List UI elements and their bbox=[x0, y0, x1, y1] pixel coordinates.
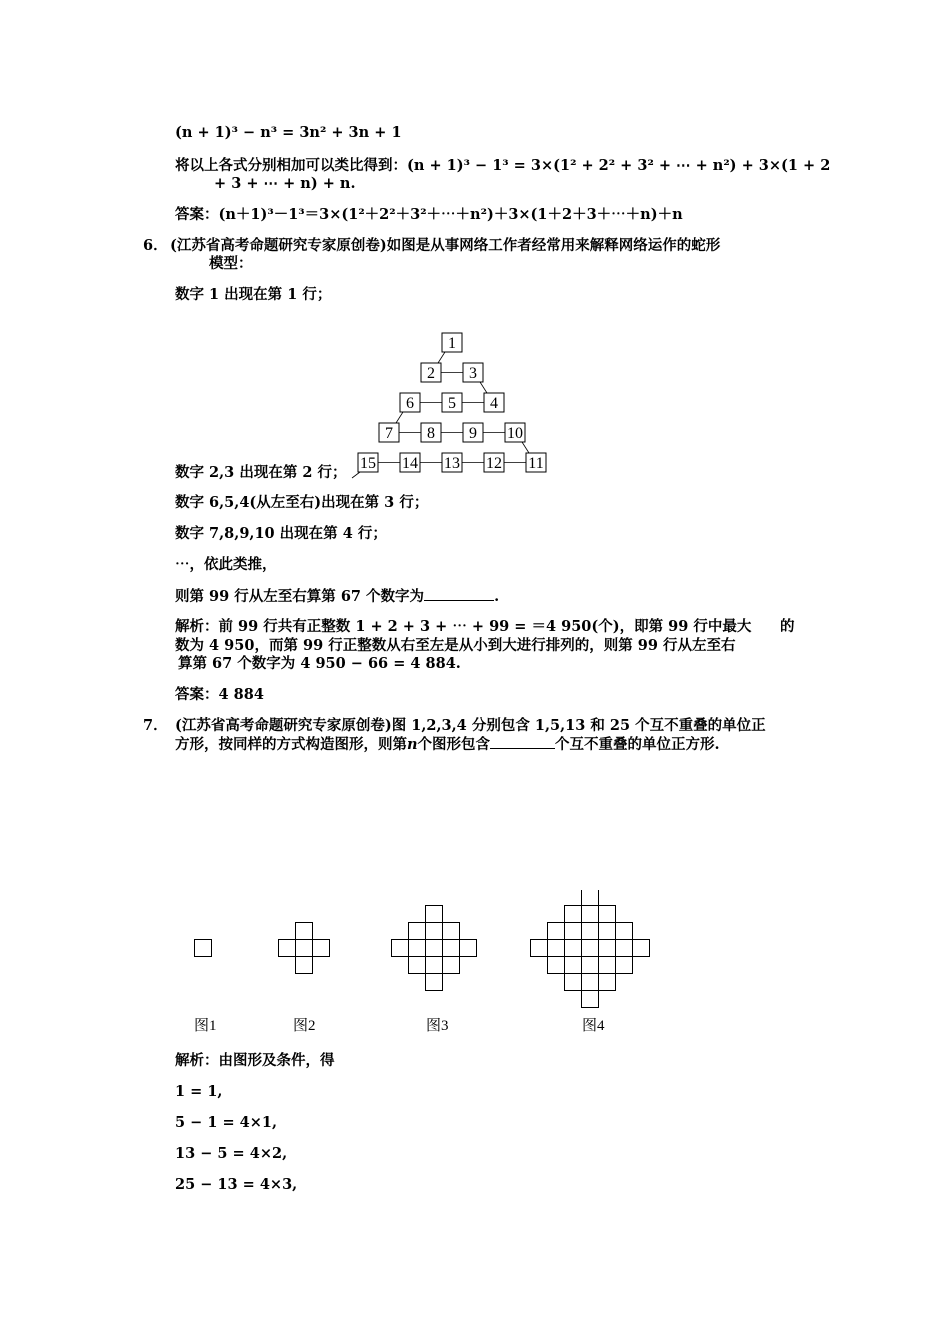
snake-turn-link bbox=[396, 412, 403, 423]
unit-square bbox=[616, 923, 633, 940]
unit-square bbox=[426, 957, 443, 974]
solution-6-line-3: 算第 67 个数字为 4 950 − 66 = 4 884. bbox=[178, 655, 461, 672]
unit-square bbox=[582, 940, 599, 957]
unit-square bbox=[548, 923, 565, 940]
unit-square bbox=[296, 957, 313, 974]
unit-square bbox=[599, 974, 616, 991]
unit-square bbox=[296, 940, 313, 957]
figure-4-caption: 图4 bbox=[582, 1018, 605, 1034]
unit-square bbox=[426, 906, 443, 923]
snake-number: 2 bbox=[427, 365, 435, 382]
snake-number: 14 bbox=[402, 455, 418, 472]
answer-blank-7 bbox=[490, 735, 555, 749]
unit-square bbox=[443, 940, 460, 957]
snake-number: 8 bbox=[427, 425, 435, 442]
question-6-ask bbox=[175, 587, 499, 606]
snake-number: 4 bbox=[490, 395, 498, 412]
unit-square bbox=[409, 940, 426, 957]
figure-1 bbox=[195, 940, 212, 957]
snake-number: 9 bbox=[469, 425, 477, 442]
unit-square bbox=[616, 940, 633, 957]
row-2-statement: 数字 2,3 出现在第 2 行； bbox=[175, 464, 347, 481]
unit-square bbox=[279, 940, 296, 957]
summation-formula: (n + 1)³ − 1³ = 3×(1² + 2² + 3² + ⋯ + n²) + 3×(1 + 2 bbox=[407, 157, 831, 174]
unit-square bbox=[582, 906, 599, 923]
question-7-text-c: 个互不重叠的单位正方形. bbox=[555, 736, 720, 753]
snake-turn-link bbox=[480, 382, 487, 393]
unit-square bbox=[565, 940, 582, 957]
summation-line-cont: + 3 + ⋯ + n) + n. bbox=[214, 175, 356, 192]
question-7-text-cont bbox=[175, 735, 720, 754]
snake-turn-link bbox=[522, 442, 529, 453]
question-7-text-a: 方形，按同样的方式构造图形，则第 bbox=[175, 736, 407, 753]
unit-square bbox=[409, 957, 426, 974]
unit-square bbox=[599, 906, 616, 923]
snake-turn-link bbox=[438, 352, 445, 363]
question-7-text: (江苏省高考命题研究专家原创卷)图 1,2,3,4 分别包含 1,5,13 和 25 个互不重叠的单位正 bbox=[175, 717, 766, 734]
equation-1: 1 = 1, bbox=[175, 1083, 223, 1100]
summation-intro: 将以上各式分别相加可以类比得到： bbox=[175, 157, 407, 174]
unit-square bbox=[565, 923, 582, 940]
answer-6: 答案：4 884 bbox=[175, 686, 264, 703]
snake-number: 1 bbox=[448, 335, 456, 352]
unit-square bbox=[582, 923, 599, 940]
figure-2 bbox=[279, 923, 330, 974]
solution-7-intro: 解析：由图形及条件，得 bbox=[175, 1052, 335, 1069]
figure-3 bbox=[392, 906, 477, 991]
unit-square bbox=[565, 957, 582, 974]
figure-4 bbox=[531, 890, 650, 1008]
unit-square bbox=[443, 923, 460, 940]
unit-square bbox=[565, 974, 582, 991]
unit-square bbox=[582, 890, 599, 906]
snake-number: 5 bbox=[448, 395, 456, 412]
solution-6-line-1: 解析：前 99 行共有正整数 1 + 2 + 3 + ⋯ + 99 = ＝4 950(个)，即第 99 行中最大 bbox=[175, 618, 752, 635]
unit-square bbox=[616, 957, 633, 974]
figure-2-caption: 图2 bbox=[293, 1018, 316, 1034]
unit-square bbox=[599, 957, 616, 974]
square-figures bbox=[180, 890, 670, 1010]
snake-number: 7 bbox=[385, 425, 393, 442]
question-6-text: (江苏省高考命题研究专家原创卷)如图是从事网络工作者经常用来解释网络运作的蛇形 bbox=[170, 237, 721, 254]
snake-number: 12 bbox=[486, 455, 502, 472]
equation-2: 5 − 1 = 4×1, bbox=[175, 1114, 278, 1131]
etc-statement: ⋯，依此类推， bbox=[175, 556, 277, 573]
snake-model-diagram bbox=[340, 325, 560, 485]
unit-square bbox=[426, 940, 443, 957]
unit-square bbox=[426, 974, 443, 991]
question-6-text-cont: 模型： bbox=[209, 255, 253, 272]
answer-blank bbox=[424, 587, 494, 601]
equation-3: 13 − 5 = 4×2, bbox=[175, 1145, 288, 1162]
unit-square bbox=[392, 940, 409, 957]
unit-square bbox=[582, 991, 599, 1008]
equation-4: 25 − 13 = 4×3, bbox=[175, 1176, 298, 1193]
answer-5: 答案：(n＋1)³－1³＝3×(1²＋2²＋3²＋⋯＋n²)＋3×(1＋2＋3＋⋯＋n)＋n bbox=[175, 206, 683, 223]
solution-6-line-1-end: 的 bbox=[780, 618, 795, 635]
snake-number: 10 bbox=[507, 425, 523, 442]
unit-square bbox=[565, 906, 582, 923]
question-6-ask-end: . bbox=[494, 588, 500, 605]
snake-number: 13 bbox=[444, 455, 460, 472]
unit-square bbox=[633, 940, 650, 957]
row-1-statement: 数字 1 出现在第 1 行； bbox=[175, 286, 332, 303]
snake-number: 6 bbox=[406, 395, 414, 412]
unit-square bbox=[443, 957, 460, 974]
row-3-statement: 数字 6,5,4(从左至右)出现在第 3 行； bbox=[175, 494, 429, 511]
figure-1-caption: 图1 bbox=[194, 1018, 217, 1034]
unit-square bbox=[460, 940, 477, 957]
unit-square bbox=[296, 923, 313, 940]
snake-tail bbox=[352, 472, 360, 478]
snake-number: 3 bbox=[469, 365, 477, 382]
summation-line bbox=[175, 157, 830, 175]
question-6-ask-text: 则第 99 行从左至右算第 67 个数字为 bbox=[175, 588, 425, 605]
question-7-number: 7． bbox=[143, 717, 168, 734]
unit-square bbox=[426, 923, 443, 940]
unit-square bbox=[599, 923, 616, 940]
snake-number: 15 bbox=[360, 455, 376, 472]
unit-square bbox=[195, 940, 212, 957]
unit-square bbox=[582, 957, 599, 974]
unit-square bbox=[313, 940, 330, 957]
question-7-text-b: 个图形包含 bbox=[417, 736, 491, 753]
unit-square bbox=[409, 923, 426, 940]
row-4-statement: 数字 7,8,9,10 出现在第 4 行； bbox=[175, 525, 387, 542]
unit-square bbox=[531, 940, 548, 957]
unit-square bbox=[599, 940, 616, 957]
unit-square bbox=[582, 974, 599, 991]
equation-line-1: (n + 1)³ − n³ = 3n² + 3n + 1 bbox=[175, 124, 402, 141]
unit-square bbox=[548, 940, 565, 957]
question-6-number: 6． bbox=[143, 237, 168, 254]
unit-square bbox=[548, 957, 565, 974]
snake-number: 11 bbox=[528, 455, 544, 472]
solution-6-line-2: 数为 4 950，而第 99 行正整数从右至左是从小到大进行排列的，则第 99 行从左至右 bbox=[175, 637, 736, 654]
variable-n: n bbox=[407, 736, 418, 753]
figure-3-caption: 图3 bbox=[426, 1018, 449, 1034]
